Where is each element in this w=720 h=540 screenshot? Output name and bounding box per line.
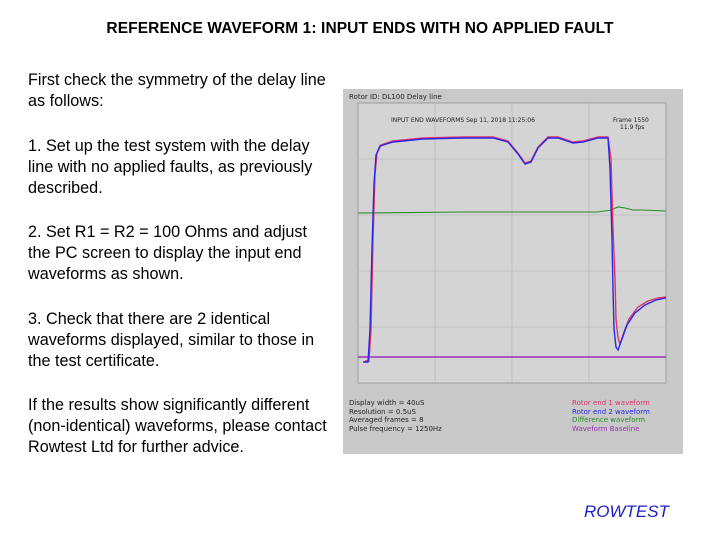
step-3-text: 3. Check that there are 2 identical waveforms displayed, similar to those in the test certificate. [28,310,315,370]
scope-header: Rotor ID: DL100 Delay line [349,93,442,101]
legend-rotor-end-1: Rotor end 1 waveform [572,399,650,407]
rowtest-brand: ROWTEST [584,502,669,521]
frame-counter: Frame 1550 [613,117,649,124]
page-title: REFERENCE WAVEFORM 1: INPUT ENDS WITH NO APPLIED FAULT [106,20,614,37]
legend-difference: Difference waveform [572,416,646,424]
setting-display-width: Display width = 40uS [349,399,425,407]
display-settings [349,399,442,433]
plot-title: INPUT END WAVEFORMS Sep 11, 2018 11:25:06 [391,117,535,124]
oscilloscope-screenshot [343,89,683,454]
frame-rate: 11.9 fps [620,124,645,131]
advice-text: If the results show significantly different (non-identical) waveforms, please contact Rowtest Ltd for further advice. [28,396,327,456]
setting-pulse-frequency: Pulse frequency = 1250Hz [349,424,442,433]
waveform-legend [572,399,650,433]
legend-baseline: Waveform Baseline [572,424,640,433]
step-1-text: 1. Set up the test system with the delay line with no applied faults, as previously described. [28,137,313,197]
setting-resolution: Resolution = 0.5uS [349,407,416,416]
intro-text: First check the symmetry of the delay line as follows: [28,71,326,110]
legend-rotor-end-2: Rotor end 2 waveform [572,407,650,416]
setting-averaged-frames: Averaged frames = 8 [349,416,424,424]
step-2-text: 2. Set R1 = R2 = 100 Ohms and adjust the PC screen to display the input end waveforms as shown. [28,223,307,283]
